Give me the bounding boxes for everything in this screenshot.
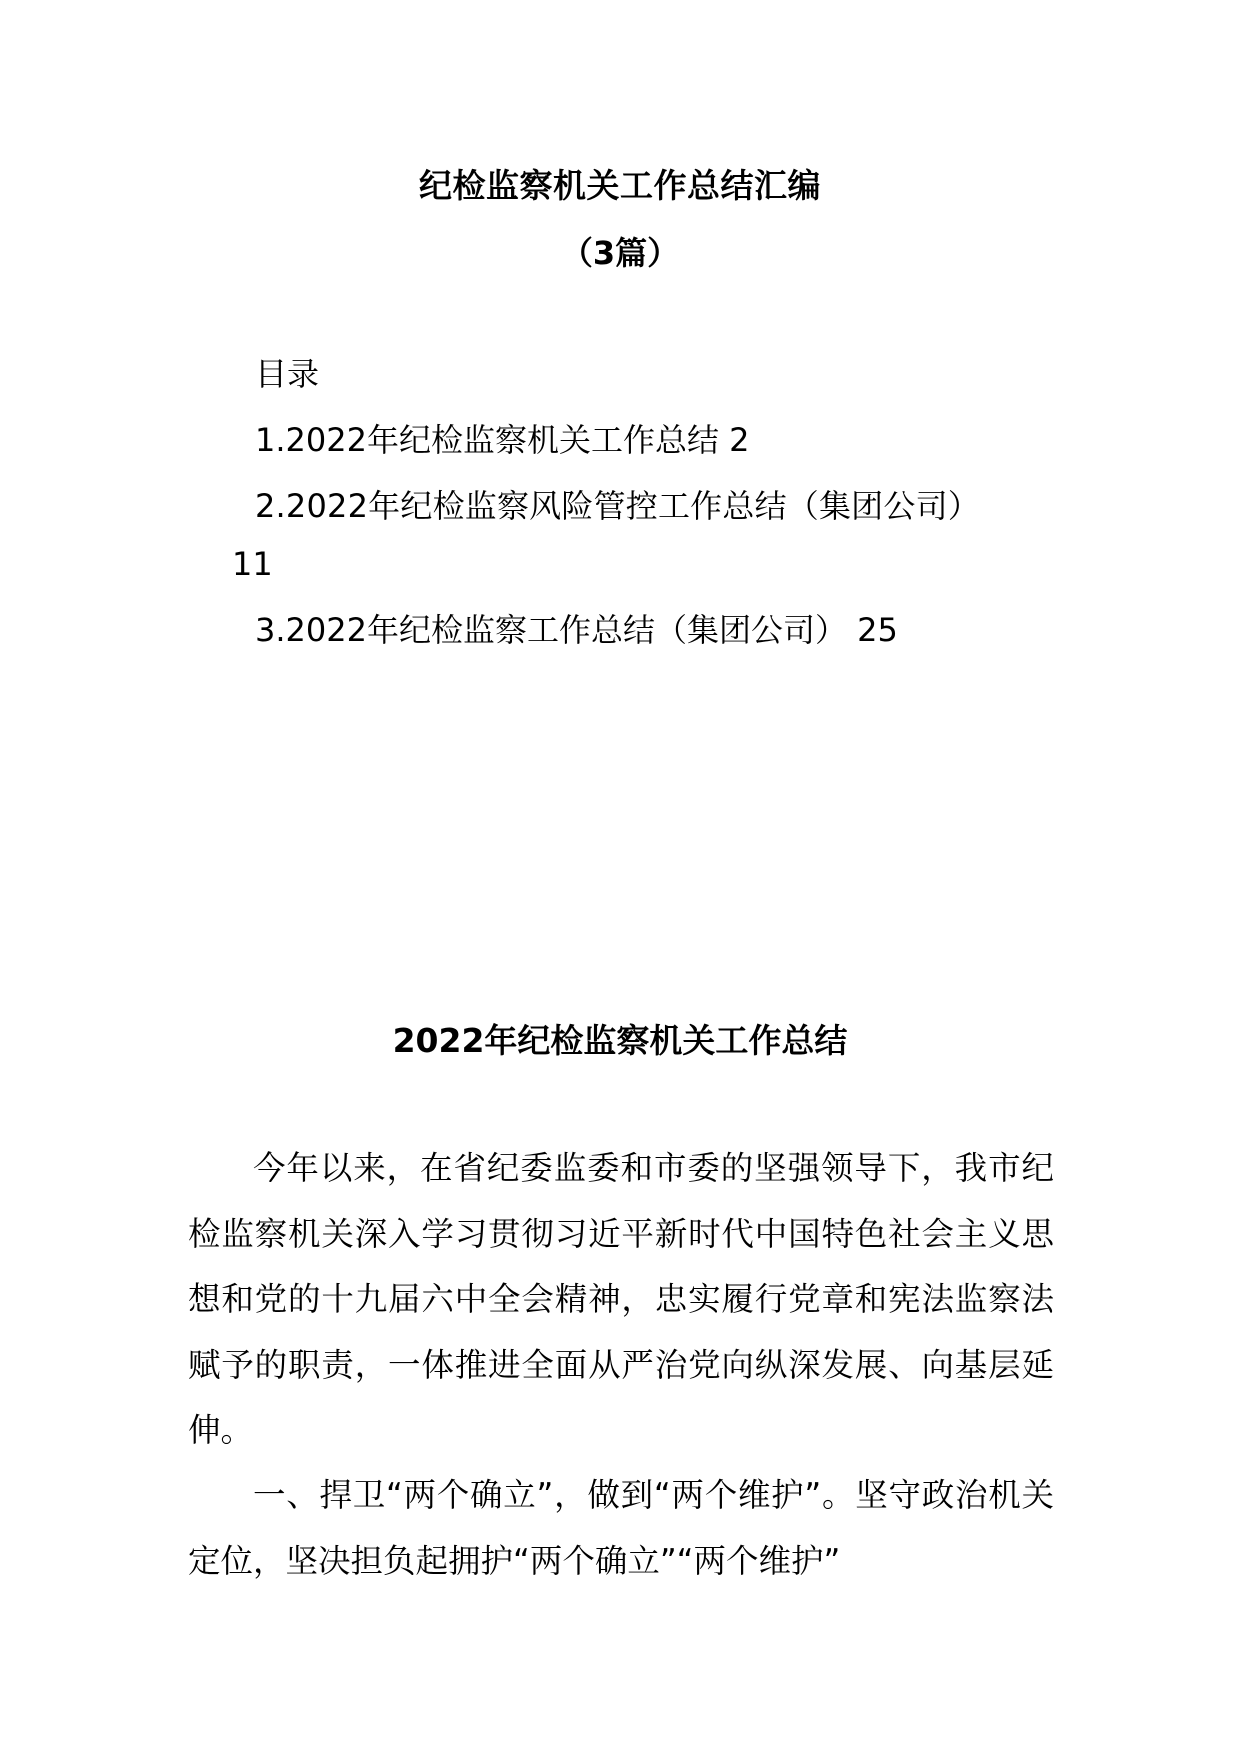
document-subtitle: （3篇） bbox=[560, 234, 680, 272]
toc-item-3[interactable]: 3.2022年纪检监察工作总结（集团公司） 25 bbox=[255, 611, 898, 649]
toc-item-2-page[interactable]: 11 bbox=[232, 545, 273, 583]
document-title: 纪检监察机关工作总结汇编 bbox=[419, 166, 821, 205]
section-title: 2022年纪检监察机关工作总结 bbox=[392, 1021, 848, 1060]
toc-heading: 目录 bbox=[255, 355, 320, 393]
body-paragraph: 今年以来，在省纪委监委和市委的坚强领导下，我市纪检监察机关深入学习贯彻习近平新时代中国特色社会主义思想和党的十九届六中全会精神，忠实履行党章和宪法监察法赋予的职责，一体推进全面从严治党向纵深发展、向基层延伸。 bbox=[188, 1149, 1054, 1449]
body-paragraph: 一、捍卫“两个确立”，做到“两个维护”。坚守政治机关定位，坚决担负起拥护“两个确立”“两个维护” bbox=[188, 1476, 1054, 1580]
toc-item-1[interactable]: 1.2022年纪检监察机关工作总结 2 bbox=[255, 421, 750, 459]
toc-item-2[interactable]: 2.2022年纪检监察风险管控工作总结（集团公司） bbox=[255, 487, 980, 525]
